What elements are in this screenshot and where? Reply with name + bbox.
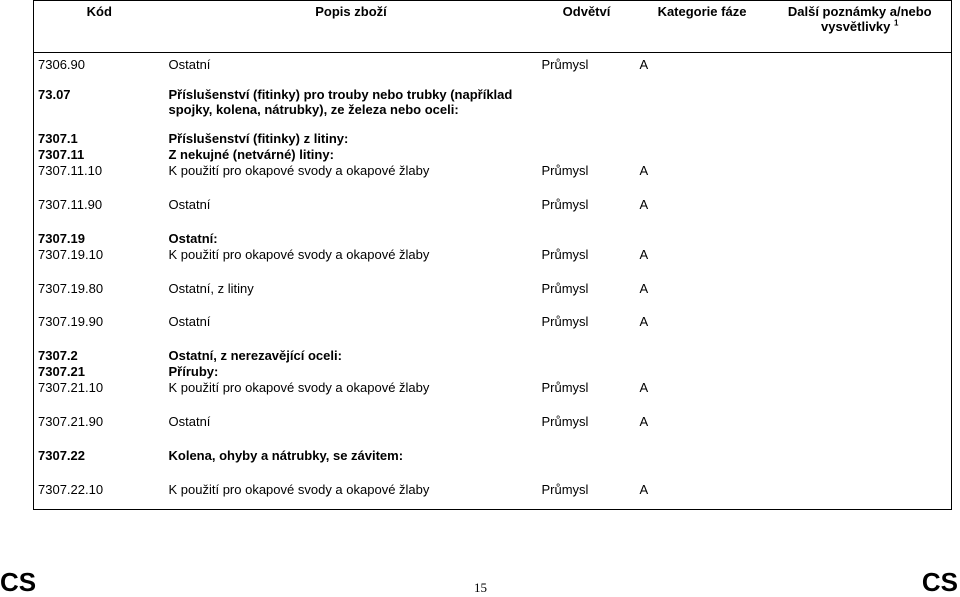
row-code: 7306.90 <box>38 57 85 72</box>
header-category: Kategorie fáze <box>636 1 769 53</box>
row-category <box>636 146 769 162</box>
table-header-row <box>34 1 952 53</box>
row-description: Příslušenství (fitinky) pro trouby nebo trubky (například spojky, kolena, nátrubky), ze železa nebo oceli: <box>168 87 513 117</box>
table-row <box>34 222 952 246</box>
row-sector <box>538 439 636 473</box>
header-description: Popis zboží <box>165 1 538 53</box>
row-code: 7307.19 <box>38 231 85 246</box>
row-notes <box>769 162 952 188</box>
header-notes-text: Další poznámky a/nebo vysvětlivky <box>787 4 932 34</box>
table-row <box>34 405 952 439</box>
row-category <box>636 222 769 246</box>
row-sector <box>538 78 636 122</box>
row-notes <box>769 188 952 222</box>
table-row <box>34 122 952 146</box>
row-description: Ostatní, z nerezavějící oceli: <box>168 348 342 363</box>
row-notes <box>769 473 952 510</box>
row-description: Příruby: <box>168 364 219 379</box>
header-sector: Odvětví <box>538 1 636 53</box>
header-notes <box>769 1 952 53</box>
footer-language-left: CS <box>0 567 37 597</box>
header-code: Kód <box>34 1 165 53</box>
row-code: 7307.21.90 <box>38 414 104 429</box>
row-notes <box>769 53 952 79</box>
table-row <box>34 363 952 379</box>
row-code: 7307.19.90 <box>38 314 104 329</box>
footer-language-right: CS <box>921 567 958 597</box>
row-description: Ostatní, z litiny <box>168 281 254 296</box>
row-category: A <box>639 163 649 178</box>
row-notes <box>769 272 952 305</box>
row-notes <box>769 222 952 246</box>
row-code: 7307.22 <box>38 448 85 463</box>
row-sector <box>538 339 636 363</box>
footer-page-number: 15 <box>474 580 487 595</box>
table-row <box>34 272 952 305</box>
table-row <box>34 78 952 122</box>
row-sector <box>538 146 636 162</box>
row-sector <box>538 122 636 146</box>
row-code: 7307.22.10 <box>38 482 104 497</box>
tariff-table <box>33 0 952 510</box>
row-notes <box>769 405 952 439</box>
row-notes <box>769 78 952 122</box>
row-sector <box>538 222 636 246</box>
table-row <box>34 146 952 162</box>
row-category: A <box>639 314 649 329</box>
row-code: 7307.21.10 <box>38 380 104 395</box>
row-description: Z nekujné (netvárné) litiny: <box>168 147 334 162</box>
row-notes <box>769 339 952 363</box>
row-sector: Průmysl <box>541 314 589 329</box>
row-sector: Průmysl <box>541 247 589 262</box>
row-sector: Průmysl <box>541 163 589 178</box>
row-description: K použití pro okapové svody a okapové žlaby <box>168 247 430 262</box>
row-category <box>636 78 769 122</box>
row-category: A <box>639 482 649 497</box>
table-row <box>34 246 952 272</box>
row-notes <box>769 246 952 272</box>
row-code: 7307.19.10 <box>38 247 104 262</box>
row-code: 7307.2 <box>38 348 78 363</box>
table-row <box>34 305 952 339</box>
row-description: K použití pro okapové svody a okapové žlaby <box>168 163 430 178</box>
row-sector: Průmysl <box>541 281 589 296</box>
row-category <box>636 363 769 379</box>
row-notes <box>769 305 952 339</box>
row-description: K použití pro okapové svody a okapové žlaby <box>168 380 430 395</box>
row-category <box>636 439 769 473</box>
row-category: A <box>639 414 649 429</box>
row-code: 7307.11.10 <box>38 163 103 178</box>
row-sector: Průmysl <box>541 414 589 429</box>
row-code: 7307.11.90 <box>38 197 103 212</box>
table-row <box>34 162 952 188</box>
table-row <box>34 188 952 222</box>
row-category: A <box>639 281 649 296</box>
row-description: Kolena, ohyby a nátrubky, se závitem: <box>168 448 404 463</box>
row-description: Ostatní <box>168 314 211 329</box>
row-sector: Průmysl <box>541 197 589 212</box>
table-row <box>34 53 952 79</box>
header-notes-footnote: 1 <box>894 18 899 28</box>
row-code: 7307.1 <box>38 131 78 146</box>
row-sector: Průmysl <box>541 57 589 72</box>
row-code: 73.07 <box>38 87 71 102</box>
table-row <box>34 379 952 405</box>
row-description: Ostatní <box>168 197 211 212</box>
table-row <box>34 439 952 473</box>
row-category: A <box>639 380 649 395</box>
row-description: Ostatní: <box>168 231 218 246</box>
row-description: Ostatní <box>168 57 211 72</box>
row-category <box>636 122 769 146</box>
row-category <box>636 339 769 363</box>
row-category: A <box>639 247 649 262</box>
table-row <box>34 339 952 363</box>
row-notes <box>769 146 952 162</box>
row-description: Příslušenství (fitinky) z litiny: <box>168 131 349 146</box>
row-sector <box>538 363 636 379</box>
row-notes <box>769 363 952 379</box>
row-description: Ostatní <box>168 414 211 429</box>
row-notes <box>769 122 952 146</box>
row-sector: Průmysl <box>541 482 589 497</box>
row-category: A <box>639 197 649 212</box>
row-code: 7307.11 <box>38 147 85 162</box>
row-sector: Průmysl <box>541 380 589 395</box>
table-row <box>34 473 952 510</box>
row-code: 7307.21 <box>38 364 85 379</box>
row-description: K použití pro okapové svody a okapové žlaby <box>168 482 430 497</box>
row-notes <box>769 379 952 405</box>
row-notes <box>769 439 952 473</box>
row-category: A <box>639 57 649 72</box>
row-code: 7307.19.80 <box>38 281 104 296</box>
